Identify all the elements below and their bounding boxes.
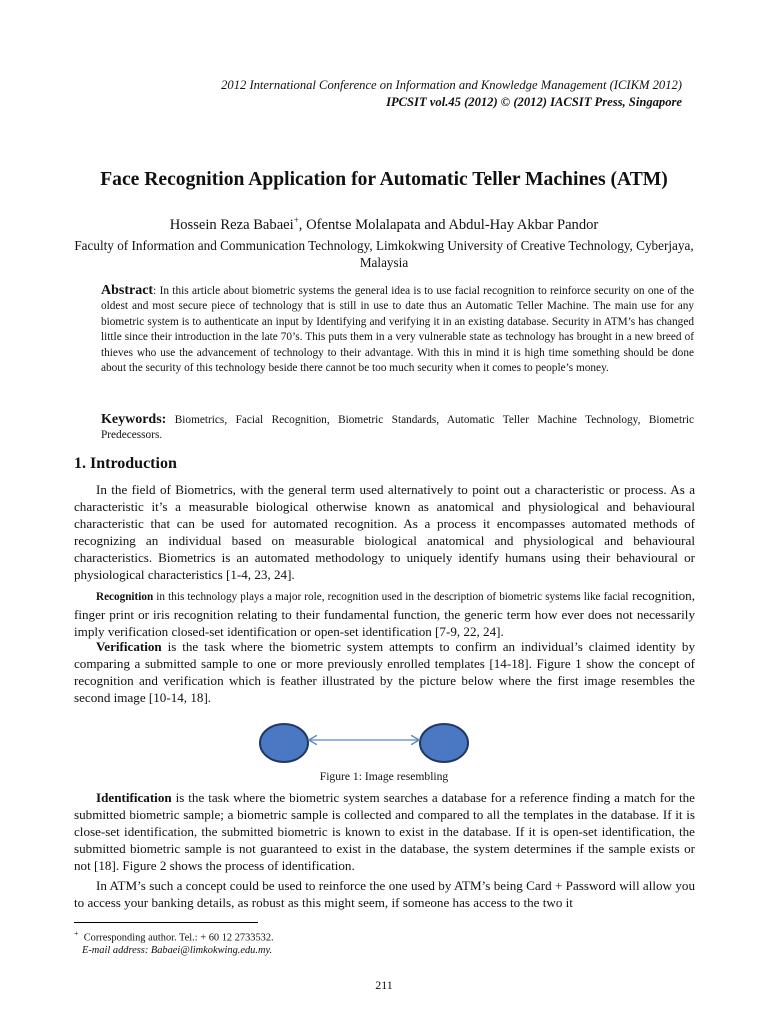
figure-caption: Figure 1: Image resembling	[319, 770, 449, 783]
abstract-label: Abstract	[101, 283, 154, 298]
paragraph-intro: In the field of Biometrics, with the general term used alternatively to point out a characteristic or process. As a characteristic it’s a measurable biological otherwise known as anatomical and physiological and behavioural characteristic that can be used for automated recognition. As a process it encompasses automated methods of recognizing an individual based on measurable biological anatomical and physiological and behavioural characteristics. Biometrics is an automated methodology to uniquely identify humans using their behavioural or physiological characteristics [1-4, 23, 24].	[74, 482, 695, 583]
second-image-ellipse	[420, 724, 468, 762]
footnote	[74, 927, 274, 957]
identification-term: Identification	[96, 790, 172, 805]
paragraph-verification	[74, 638, 695, 706]
publication-header: IPCSIT vol.45 (2012) © (2012) IACSIT Press, Singapore	[386, 95, 682, 109]
paragraph-atm: In ATM’s such a concept could be used to reinforce the one used by ATM’s being Card + Password will allow you to access your banking details, as robust as this might seem, if someone has access to the two it	[74, 878, 695, 911]
paragraph-identification	[74, 789, 695, 874]
recognition-small-text: in this technology plays a major role, recognition used in the description of biometric systems like facial	[153, 591, 629, 603]
footnote-email: E-mail address: Babaei@limkokwing.edu.my.	[82, 945, 273, 957]
page-number: 211	[375, 978, 393, 992]
author-mark: +	[293, 215, 299, 225]
section-heading: 1. Introduction	[74, 455, 177, 472]
footnote-line-1	[74, 927, 274, 944]
footnote-rule	[74, 922, 258, 923]
conference-header: 2012 International Conference on Information and Knowledge Management (ICIKM 2012)	[221, 78, 682, 92]
recognition-text: recognition, finger print or iris recognition relating to their fundamental function, the generic term how ever does not necessarily imply verification closed-set identification or open-set identification [7-9, 22, 24].	[74, 588, 695, 640]
footnote-mark: +	[74, 929, 79, 938]
verification-text: is the task where the biometric system attempts to confirm an individual’s claimed identity by comparing a submitted sample to one or more previously enrolled templates [14-18]. Figure 1 show the concept of recognition and verification which is feather illustrated by the picture below where the first image resembles the second image [10-14, 18].	[74, 639, 695, 706]
paragraph-recognition	[74, 587, 695, 640]
affiliation: Faculty of Information and Communication Technology, Limkokwing University of Creative Technology, Cyberjaya, Malaysia	[74, 238, 694, 270]
verification-term: Verification	[96, 639, 162, 654]
author-names-rest: , Ofentse Molalapata and Abdul-Hay Akbar Pandor	[298, 216, 599, 233]
keywords	[101, 412, 694, 444]
abstract	[101, 283, 694, 376]
recognition-term: Recognition	[96, 591, 154, 603]
keywords-text: Biometrics, Facial Recognition, Biometric Standards, Automatic Teller Machine Technology, Biometric Predecessors.	[101, 414, 694, 442]
author-names-first: Hossein Reza Babaei	[169, 216, 294, 233]
figure-1-diagram	[250, 718, 480, 768]
authors	[0, 211, 768, 234]
footnote-contact: Corresponding author. Tel.: + 60 12 2733532.	[83, 932, 274, 944]
abstract-text: : In this article about biometric systems the general idea is to use facial recognition to reinforce security on one of the oldest and most secure piece of technology that is still in use to date thus an Automatic Teller Machine. The main use for any biometric system is to authenticate an input by Identifying and verifying it in an existing database. Security in ATM’s has changed little since their introduction in the late 70’s. This puts them in a very vulnerable state as technology has brought in a new breed of thieves who use the advancement of technology to their advantage. With this in mind it is high time something should be done about the security of this technology beside there cannot be too much security when it comes to people’s money.	[101, 285, 694, 375]
keywords-label: Keywords:	[101, 412, 167, 427]
first-image-ellipse	[260, 724, 308, 762]
identification-text: is the task where the biometric system searches a database for a reference finding a match for the submitted biometric sample; a biometric sample is collected and compared to all the templates in the database. If it is close-set identification, the submitted biometric is known to exist in the database. If it is open-set identification, the submitted biometric sample is not guaranteed to exist in the database, the system determines if the sample exists or not [18]. Figure 2 shows the process of identification.	[74, 790, 695, 874]
paper-title: Face Recognition Application for Automatic Teller Machines (ATM)	[100, 169, 668, 190]
